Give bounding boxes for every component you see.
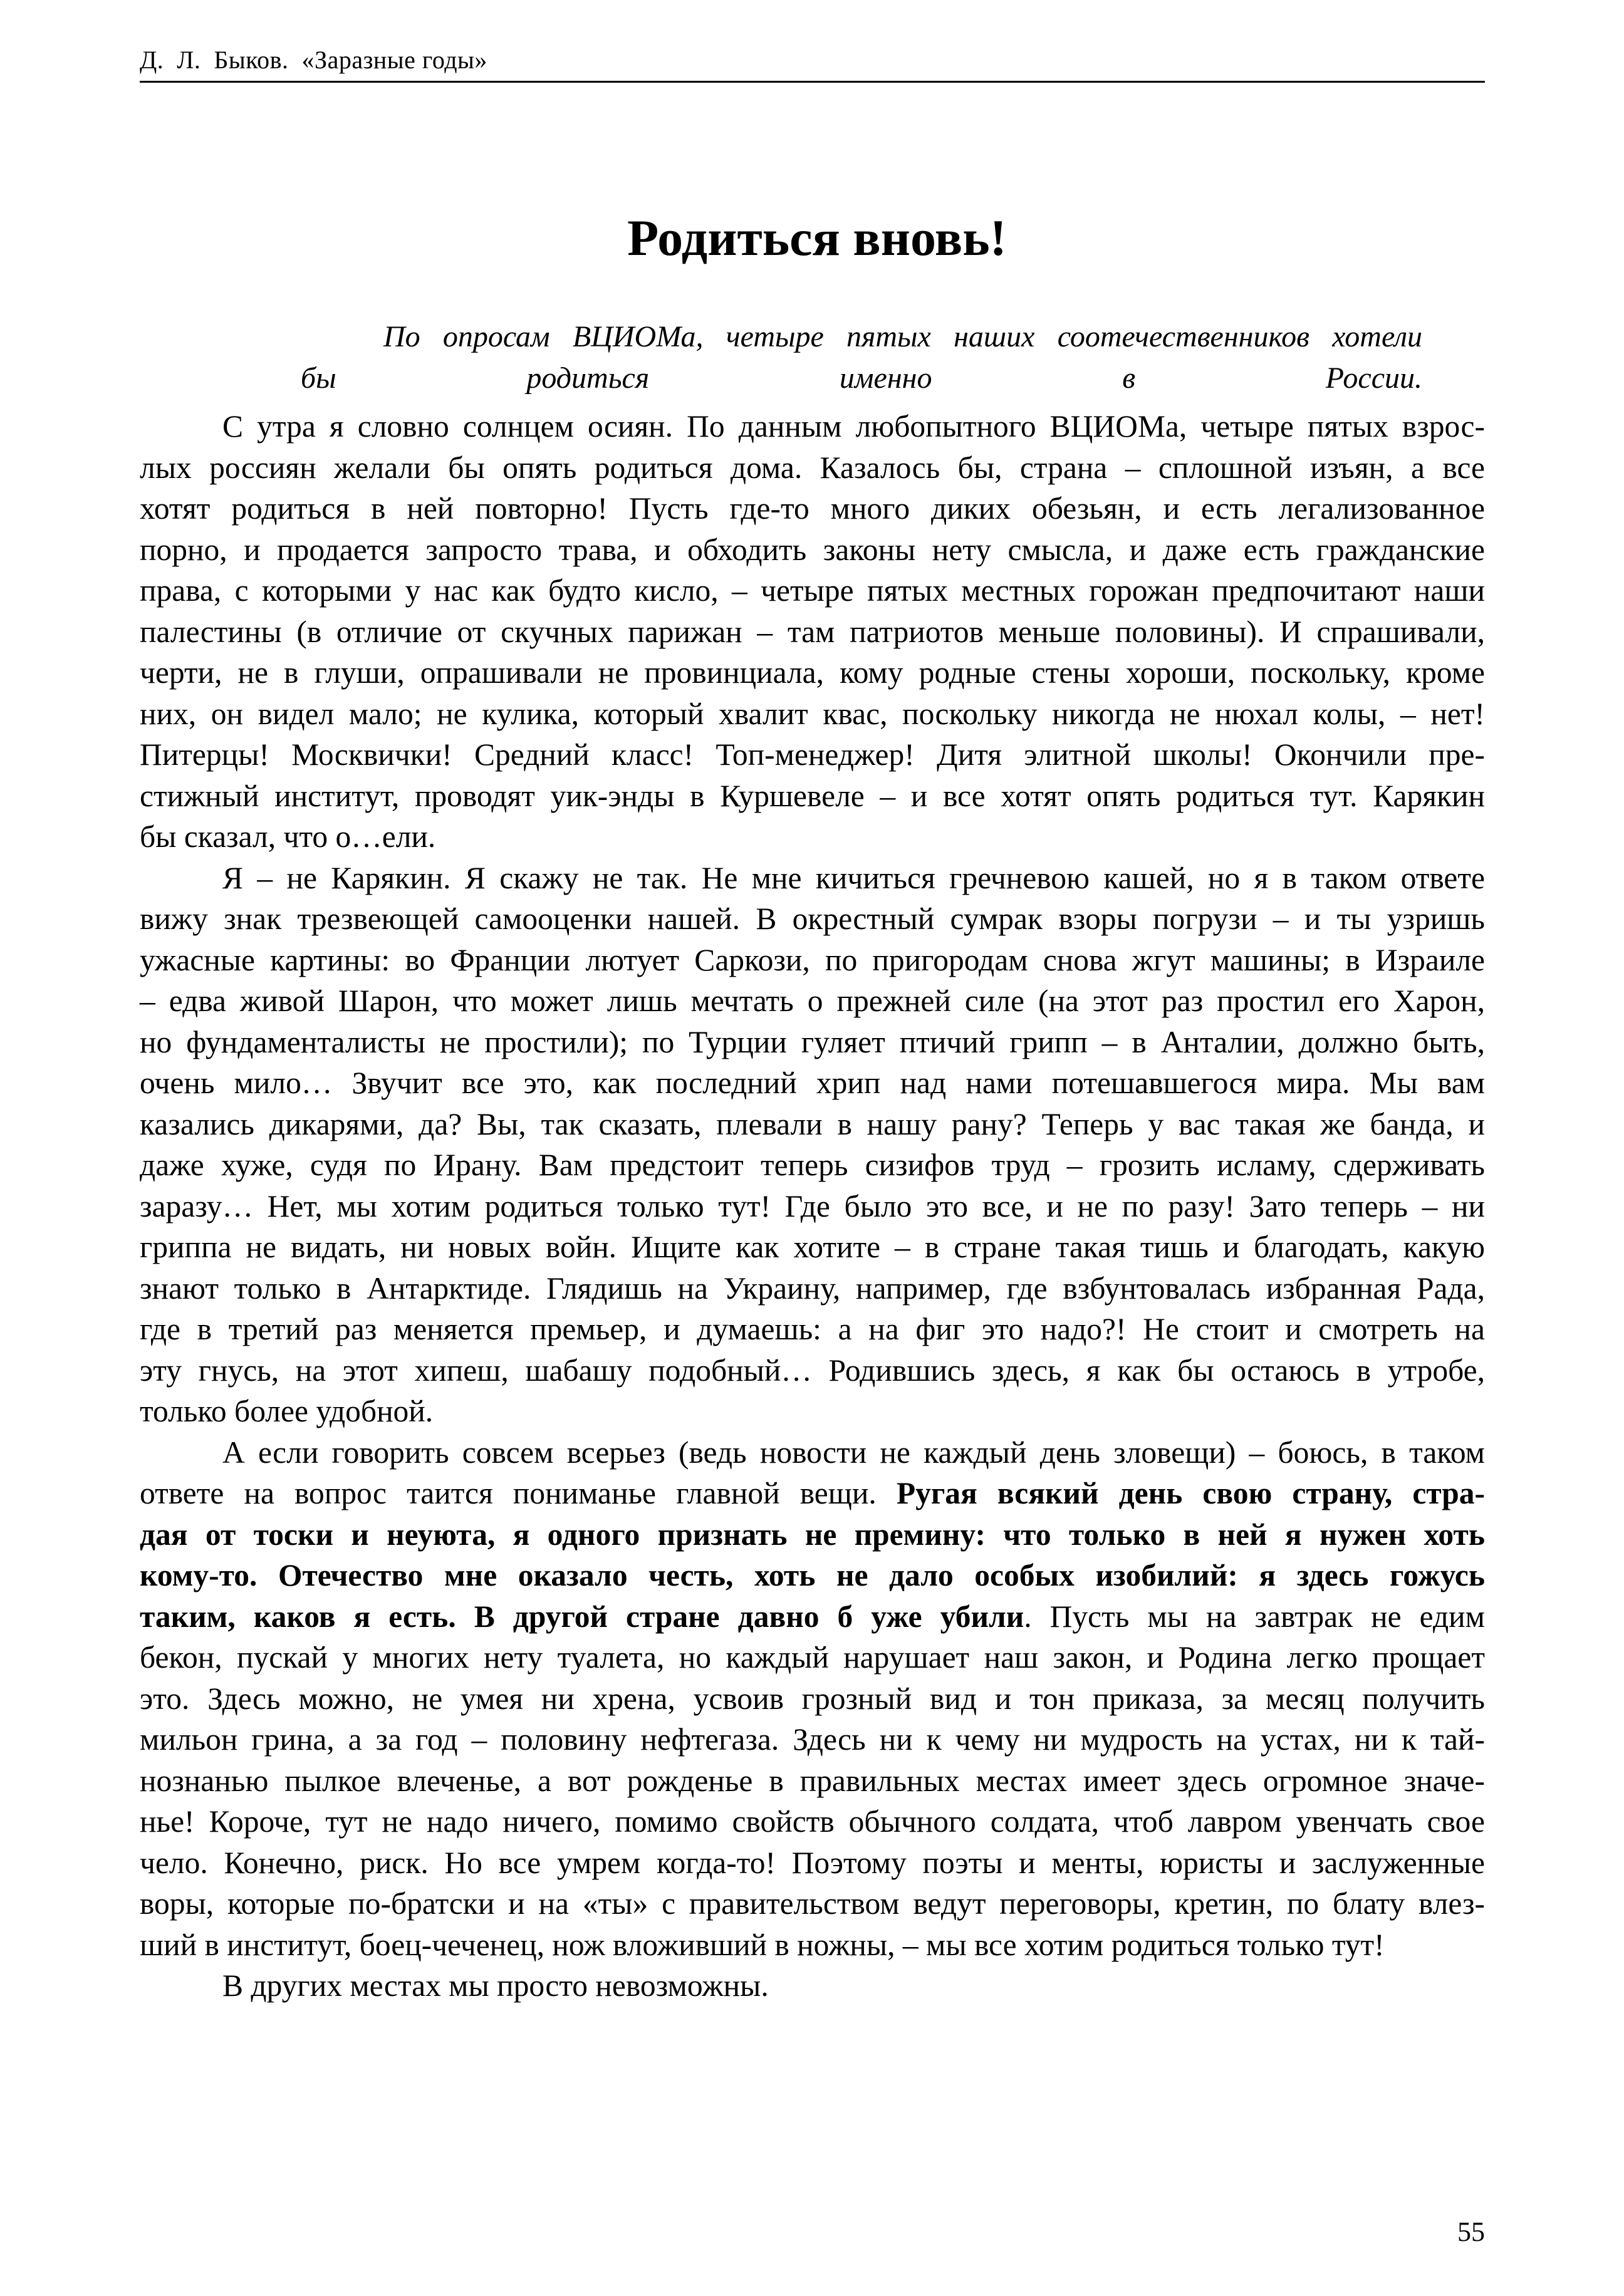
text-line: – едва живой Шарон, что может лишь мечтать о прежней силе (на этот раз простил его Харон, (140, 984, 1485, 1018)
text-line (140, 1801, 1485, 1842)
text-line (140, 1514, 1485, 1556)
article-title: Родиться вновь! (627, 209, 1007, 266)
text-line: права, с которыми у нас как будто кисло, – четыре пятых местных горожан предпочитают наши (140, 573, 1485, 608)
text-line (140, 1432, 1485, 1473)
text-line (140, 1925, 1485, 1966)
epigraph-line: По опросам ВЦИОМа, четыре пятых наших соотечественников хотели (383, 320, 1422, 353)
paragraph-3 (140, 1432, 1485, 1966)
regular-text: чело. Конечно, риск. Но все умрем когда-то! Поэтому поэты и менты, юристы и заслуженные (140, 1845, 1485, 1880)
paragraph-2 (140, 858, 1485, 1432)
page-number: 55 (1457, 2216, 1485, 2247)
text-line: ужасные картины: во Франции лютует Саркози, по пригородам снова жгут машины; в Израиле (140, 942, 1485, 977)
regular-text: нье! Короче, тут не надо ничего, помимо свойств обычного солдата, чтоб лавром увенчать свое (140, 1804, 1485, 1839)
text-line: Питерцы! Москвички! Средний класс! Топ-менеджер! Дитя элитной школы! Окончили пре- (140, 737, 1485, 772)
text-line: порно, и продается запросто трава, и обходить законы нету смысла, и даже есть гражданские (140, 532, 1485, 567)
text-line: палестины (в отличие от скучных парижан – там патриотов меньше половины). И спрашивали, (140, 614, 1485, 649)
running-head: Д. Л. Быков. «Заразные годы» (140, 46, 487, 74)
paragraph-4 (140, 1965, 1485, 2007)
text-line (140, 1678, 1485, 1720)
text-line: них, он видел мало; не кулика, который хвалит квас, поскольку никогда не нюхал колы, – нет! (140, 696, 1485, 731)
bold-text: кому-то. Отечество мне оказало честь, хоть не дало особых изобилий: я здесь гожусь (140, 1558, 1485, 1592)
text-line (140, 1883, 1485, 1925)
text-line (140, 1555, 1485, 1596)
regular-text: нознанью пылкое влеченье, а вот рожденье в правильных местах имеет здесь огромное значе- (140, 1763, 1485, 1798)
text-line: С утра я словно солнцем осиян. По данным любопытного ВЦИОМа, четыре пятых взрос- (222, 409, 1485, 444)
text-line: где в третий раз меняется премьер, и думаешь: а на фиг это надо?! Не стоит и смотреть на (140, 1312, 1485, 1346)
text-line (140, 1760, 1485, 1802)
text-line: казались дикарями, да? Вы, так сказать, плевали в нашу рану? Теперь у вас такая же банда, и (140, 1106, 1485, 1141)
regular-text: бекон, пускай у многих нету туалета, но каждый нарушает наш закон, и Родина легко прощает (140, 1640, 1485, 1675)
text-line: но фундаменталисты не простили); по Турции гуляет птичий грипп – в Анталии, должно быть, (140, 1024, 1485, 1059)
text-line: гриппа не видать, ни новых войн. Ищите как хотите – в стране такая тишь и благодать, какую (140, 1230, 1485, 1264)
text-line: знают только в Антарктиде. Глядишь на Украину, например, где взбунтовалась избранная Рада, (140, 1270, 1485, 1306)
regular-text: . Пусть мы на завтрак не едим (1024, 1599, 1485, 1634)
text-line: В других местах мы просто невозможны. (222, 1968, 769, 2003)
text-line (140, 1596, 1485, 1638)
regular-text: это. Здесь можно, не умея ни хрена, усвоив грозный вид и тон приказа, за месяц получить (140, 1681, 1485, 1716)
regular-text: мильон грина, а за год – половину нефтегаза. Здесь ни к чему ни мудрость на устах, ни к тай- (140, 1722, 1485, 1757)
text-line (140, 1637, 1485, 1678)
bold-text: таким, каков я есть. В другой стране давно б уже убили (140, 1599, 1024, 1634)
epigraph-line: бы родиться именно в России. (301, 361, 1422, 395)
epigraph (301, 319, 1422, 402)
text-line: лых россиян желали бы опять родиться дома. Казалось бы, страна – сплошной изъян, а все (140, 450, 1485, 485)
text-line: эту гнусь, на этот хипеш, шабашу подобный… Родившись здесь, я как бы остаюсь в утробе, (140, 1353, 1485, 1388)
text-line: Я – не Карякин. Я скажу не так. Не мне кичиться гречневою кашей, но я в таком ответе (222, 860, 1485, 895)
text-line: даже хуже, судя по Ирану. Вам предстоит теперь сизифов труд – грозить исламу, сдерживать (140, 1148, 1485, 1182)
text-line: очень мило… Звучит все это, как последний хрип над нами потешавшегося мира. Мы вам (140, 1066, 1485, 1100)
regular-text: воры, которые по-братски и на «ты» с правительством ведут переговоры, кретин, по блату влез- (140, 1886, 1485, 1921)
text-line: черти, не в глуши, опрашивали не провинциала, кому родные стены хороши, поскольку, кроме (140, 655, 1485, 690)
paragraph-1 (140, 406, 1485, 858)
text-line: бы сказал, что о…ели. (140, 819, 436, 854)
bold-text: Ругая всякий день свою страну, стра- (896, 1476, 1485, 1510)
article-body (140, 406, 1485, 2007)
text-line: хотят родиться в ней повторно! Пусть где-то много диких обезьян, и есть легализованное (140, 491, 1485, 526)
text-line: вижу знак трезвеющей самооценки нашей. В окрестный сумрак взоры погрузи – и ты узришь (140, 901, 1485, 936)
text-line (140, 1473, 1485, 1514)
text-line (140, 1719, 1485, 1760)
text-line: только более удобной. (140, 1394, 434, 1428)
regular-text: А если говорить совсем всерьез (ведь новости не каждый день зловещи) – боюсь, в таком (222, 1435, 1485, 1470)
bold-text: дая от тоски и неуюта, я одного признать не премину: что только в ней я нужен хоть (140, 1517, 1485, 1552)
text-line: заразу… Нет, мы хотим родиться только тут! Где было это все, и не по разу! Зато теперь – ни (140, 1188, 1485, 1223)
regular-text: . (868, 1476, 897, 1510)
text-line (140, 1842, 1485, 1884)
header-rule (140, 81, 1485, 83)
regular-text: ответе на вопрос таится пониманье главной вещи (140, 1476, 869, 1510)
regular-text: ший в институт, боец-чеченец, нож вложивший в ножны, – мы все хотим родиться только тут! (140, 1927, 1385, 1962)
text-line: стижный институт, проводят уик-энды в Куршевеле – и все хотят опять родиться тут. Карякин (140, 778, 1485, 813)
